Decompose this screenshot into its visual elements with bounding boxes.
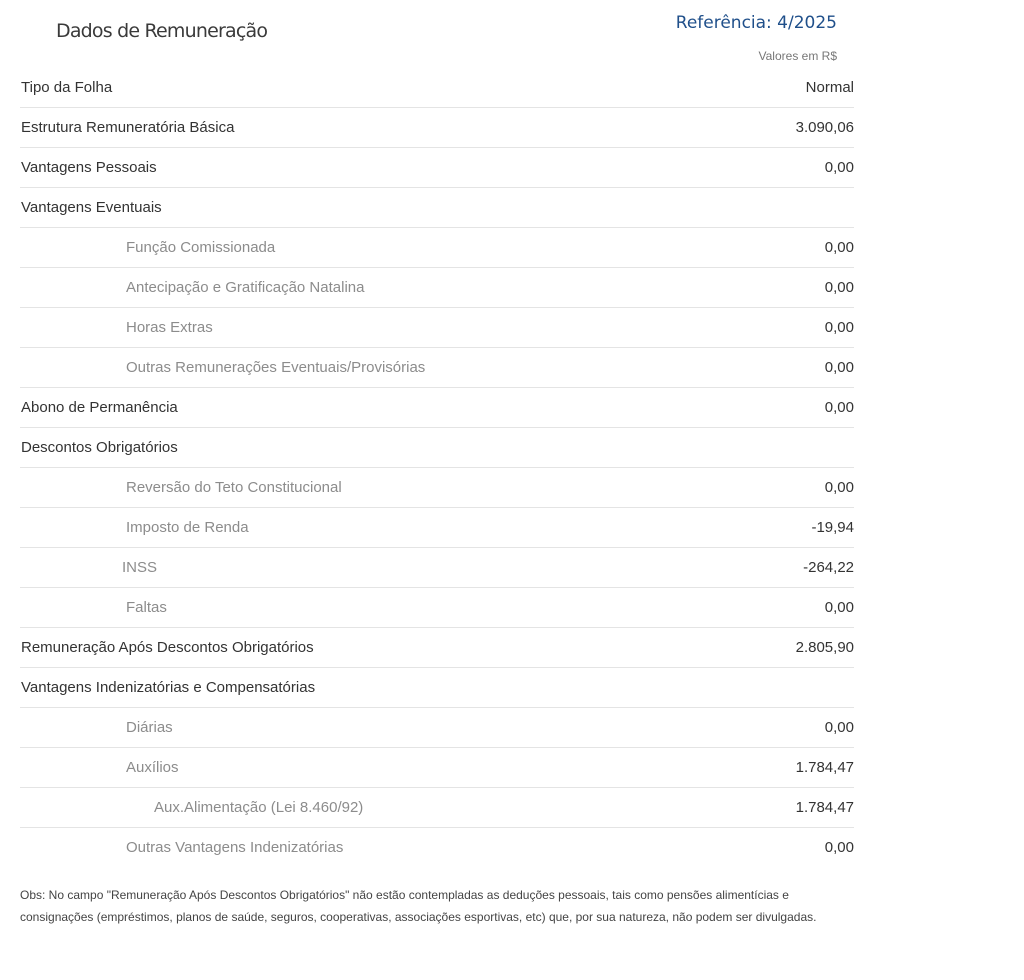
row-value: -19,94 <box>811 519 854 536</box>
row-value: 0,00 <box>824 719 854 736</box>
row-label: Função Comissionada <box>126 239 276 256</box>
row-label: Estrutura Remuneratória Básica <box>21 119 235 136</box>
row-value: 3.090,06 <box>795 119 854 136</box>
row-value: 0,00 <box>824 479 854 496</box>
row-label: Vantagens Pessoais <box>21 159 157 176</box>
row-label: Remuneração Após Descontos Obrigatórios <box>21 639 314 656</box>
row-label: Outras Vantagens Indenizatórias <box>126 839 344 856</box>
row-antecipacao-gratificacao-natalina <box>20 268 854 308</box>
row-label: Vantagens Eventuais <box>21 199 162 216</box>
reference-period: Referência: 4/2025 <box>675 13 837 33</box>
row-value: 0,00 <box>824 399 854 416</box>
row-label: Antecipação e Gratificação Natalina <box>126 279 365 296</box>
row-value: -264,22 <box>803 559 854 576</box>
row-value: 1.784,47 <box>795 799 854 816</box>
row-label: Diárias <box>126 719 173 736</box>
row-value: 1.784,47 <box>795 759 854 776</box>
row-estrutura-remuneratoria-basica <box>20 108 854 148</box>
row-label: Descontos Obrigatórios <box>21 439 178 456</box>
row-vantagens-eventuais <box>20 188 854 228</box>
row-value: 0,00 <box>824 239 854 256</box>
row-label: Faltas <box>126 599 167 616</box>
row-label: Abono de Permanência <box>21 399 178 416</box>
row-label: INSS <box>122 559 158 576</box>
row-funcao-comissionada <box>20 228 854 268</box>
row-label: Horas Extras <box>126 319 213 336</box>
row-outras-remuneracoes-eventuais <box>20 348 854 388</box>
row-label: Auxílios <box>126 759 179 776</box>
row-descontos-obrigatorios <box>20 428 854 468</box>
row-value: 0,00 <box>824 599 854 616</box>
row-imposto-de-renda <box>20 508 854 548</box>
row-label: Imposto de Renda <box>126 519 249 536</box>
row-abono-de-permanencia <box>20 388 854 428</box>
row-value: 0,00 <box>824 319 854 336</box>
row-remuneracao-apos-descontos <box>20 628 854 668</box>
row-value: 0,00 <box>824 839 854 856</box>
row-value: 2.805,90 <box>795 639 854 656</box>
row-faltas <box>20 588 854 628</box>
row-inss <box>20 548 854 588</box>
row-outras-vantagens-indenizatorias <box>20 828 854 868</box>
section-title: Dados de Remuneração <box>56 20 268 42</box>
row-label: Aux.Alimentação (Lei 8.460/92) <box>154 799 364 816</box>
row-auxilios <box>20 748 854 788</box>
remuneration-table <box>20 68 854 868</box>
row-value: 0,00 <box>824 159 854 176</box>
row-vantagens-pessoais <box>20 148 854 188</box>
row-label: Outras Remunerações Eventuais/Provisórias <box>126 359 426 376</box>
row-vantagens-indenizatorias <box>20 668 854 708</box>
row-aux-alimentacao <box>20 788 854 828</box>
currency-note: Valores em R$ <box>758 49 837 63</box>
row-value: 0,00 <box>824 359 854 376</box>
row-label: Reversão do Teto Constitucional <box>126 479 342 496</box>
row-reversao-teto-constitucional <box>20 468 854 508</box>
row-diarias <box>20 708 854 748</box>
row-value: Normal <box>805 79 854 96</box>
observation-note: Obs: No campo "Remuneração Após Descontos Obrigatórios" não estão contempladas as deduções pessoais, tais como pensões alimentícias e consignações (empréstimos, planos de saúde, seguros, cooperativas, associações esportivas, etc) que, por sua natureza, não podem ser divulgadas. <box>20 888 817 924</box>
row-value: 0,00 <box>824 279 854 296</box>
row-tipo-da-folha <box>20 68 854 108</box>
row-horas-extras <box>20 308 854 348</box>
row-label: Vantagens Indenizatórias e Compensatórias <box>21 679 316 696</box>
row-label: Tipo da Folha <box>21 79 113 96</box>
